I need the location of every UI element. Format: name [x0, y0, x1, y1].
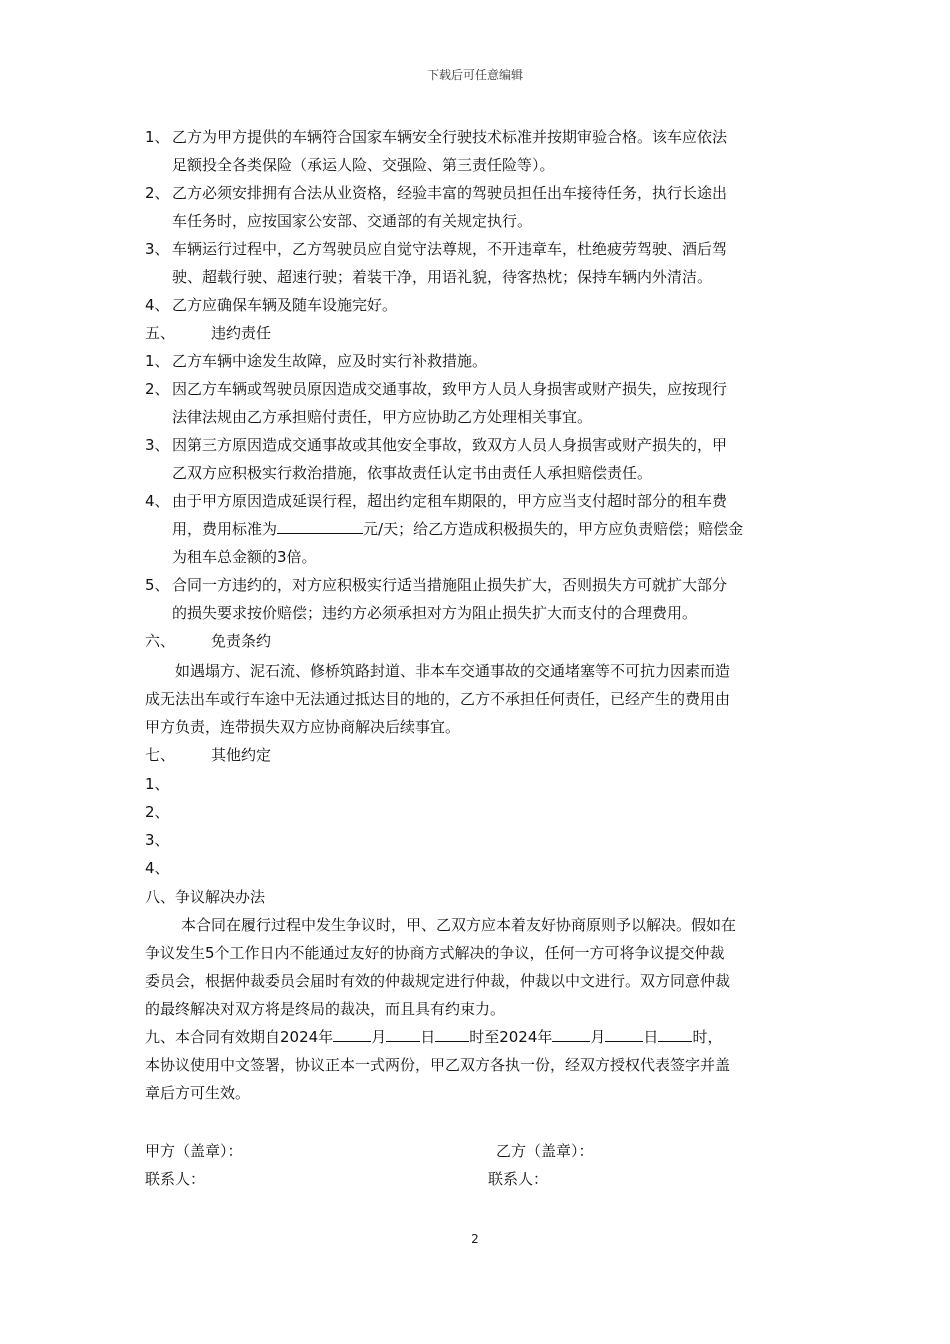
day-label: 日	[643, 1028, 659, 1046]
day-label: 日	[420, 1028, 436, 1046]
item-number: 2、	[145, 184, 170, 202]
list-item	[145, 294, 397, 316]
item-number: 4、	[145, 492, 170, 510]
hour-to-label: 时至2024年	[469, 1028, 553, 1046]
section-heading: 八、争议解决办法	[145, 888, 266, 906]
date-blank	[552, 1026, 590, 1042]
paragraph-line: 争议发生5个工作日内不能通过友好的协商方式解决的争议，任何一方可将争议提交仲裁	[145, 944, 725, 962]
list-item: 2、	[145, 803, 170, 821]
item-text: 乙方车辆中途发生故障，应及时实行补救措施。	[172, 352, 488, 370]
list-item	[145, 434, 727, 456]
date-blank	[605, 1026, 643, 1042]
list-item	[145, 182, 727, 204]
date-blank	[386, 1026, 420, 1042]
party-a-seal: 甲方（盖章）：	[145, 1142, 243, 1160]
item-text-cont	[172, 518, 743, 540]
item-text: 乙方为甲方提供的车辆符合国家车辆安全行驶技术标准并按期审验合格。该车应依法	[172, 128, 728, 146]
paragraph-line: 本协议使用中文签署，协议正本一式两份，甲乙双方各执一份，经双方授权代表签字并盖	[145, 1056, 731, 1074]
section-number: 六、	[145, 632, 176, 650]
item-text: 车辆运行过程中，乙方驾驶员应自觉守法尊规，不开违章车，杜绝疲劳驾驶、酒后驾	[172, 240, 728, 258]
validity-start: 九、本合同有效期自2024年	[145, 1028, 334, 1046]
item-number: 2、	[145, 380, 170, 398]
item-text: 乙方应确保车辆及随车设施完好。	[172, 296, 398, 314]
item-number: 5、	[145, 576, 170, 594]
party-b-contact: 联系人：	[488, 1170, 549, 1188]
paragraph-line: 的最终解决对双方将是终局的裁决，而且具有约束力。	[145, 1000, 506, 1018]
list-item	[145, 378, 727, 400]
fee-text: 元/天；给乙方造成积极损失的，甲方应负责赔偿；赔偿金	[363, 520, 744, 538]
item-text: 乙方必须安排拥有合法从业资格，经验丰富的驾驶员担任出车接待任务，执行长途出	[172, 184, 728, 202]
list-item	[145, 126, 727, 148]
date-blank	[435, 1026, 469, 1042]
party-a-contact: 联系人：	[145, 1170, 206, 1188]
section-number: 五、	[145, 324, 176, 342]
paragraph-line: 本合同在履行过程中发生争议时，甲、乙双方应本着友好协商原则予以解决。假如在	[181, 916, 737, 934]
paragraph-line: 章后方可生效。	[145, 1084, 251, 1102]
item-text-cont: 法律法规由乙方承担赔付责任，甲方应协助乙方处理相关事宜。	[172, 408, 593, 426]
list-item	[145, 490, 727, 512]
fee-label: 用，费用标准为	[172, 520, 278, 538]
section-heading	[145, 630, 271, 652]
section-number: 七、	[145, 746, 176, 764]
date-blank	[658, 1026, 692, 1042]
section-title: 其他约定	[211, 746, 272, 764]
item-number: 1、	[145, 352, 170, 370]
list-item: 4、	[145, 859, 170, 877]
list-item: 1、	[145, 775, 170, 793]
item-text: 合同一方违约的，对方应积极实行适当措施阻止损失扩大，否则损失方可就扩大部分	[172, 576, 728, 594]
month-label: 月	[371, 1028, 387, 1046]
item-number: 4、	[145, 296, 170, 314]
paragraph-line: 如遇塌方、泥石流、修桥筑路封道、非本车交通事故的交通堵塞等不可抗力因素而造	[175, 662, 731, 680]
item-number: 3、	[145, 240, 170, 258]
list-item	[145, 574, 727, 596]
page-header: 下载后可任意编辑	[426, 68, 523, 82]
item-text: 因乙方车辆或驾驶员原因造成交通事故，致甲方人员人身损害或财产损失，应按现行	[172, 380, 728, 398]
section-title: 违约责任	[211, 324, 272, 342]
item-text: 因第三方原因造成交通事故或其他安全事故，致双方人员人身损害或财产损失的，甲	[172, 436, 728, 454]
item-text-cont: 驶、超载行驶、超速行驶；着装干净，用语礼貌，待客热枕；保持车辆内外清洁。	[172, 268, 713, 286]
item-text-cont: 为租车总金额的3倍。	[172, 548, 317, 566]
paragraph-line: 委员会，根据仲裁委员会届时有效的仲裁规定进行仲裁，仲裁以中文进行。双方同意仲裁	[145, 972, 731, 990]
item-text-cont: 乙双方应积极实行救治措施，依事故责任认定书由责任人承担赔偿责任。	[172, 464, 653, 482]
hour-label: 时，	[692, 1028, 723, 1046]
section-heading	[145, 744, 271, 766]
list-item: 3、	[145, 831, 170, 849]
paragraph-line: 甲方负责，连带损失双方应协商解决后续事宜。	[145, 718, 461, 736]
validity-line	[145, 1026, 722, 1048]
month-label: 月	[590, 1028, 606, 1046]
list-item	[145, 350, 487, 372]
date-blank	[333, 1026, 371, 1042]
section-heading	[145, 322, 271, 344]
item-text: 由于甲方原因造成延误行程，超出约定租车期限的，甲方应当支付超时部分的租车费	[172, 492, 728, 510]
item-number: 3、	[145, 436, 170, 454]
fee-blank	[277, 518, 363, 534]
party-b-seal: 乙方（盖章）：	[496, 1142, 594, 1160]
paragraph-line: 成无法出车或行车途中无法通过抵达目的地的，乙方不承担任何责任，已经产生的费用由	[145, 690, 731, 708]
page-number: 2	[471, 1232, 479, 1246]
item-number: 1、	[145, 128, 170, 146]
list-item	[145, 238, 727, 260]
item-text-cont: 车任务时，应按国家公安部、交通部的有关规定执行。	[172, 212, 533, 230]
item-text-cont: 足额投全各类保险（承运人险、交强险、第三责任险等）。	[172, 156, 555, 174]
item-text-cont: 的损失要求按价赔偿；违约方必须承担对方为阻止损失扩大而支付的合理费用。	[172, 604, 698, 622]
section-title: 免责条约	[211, 632, 272, 650]
